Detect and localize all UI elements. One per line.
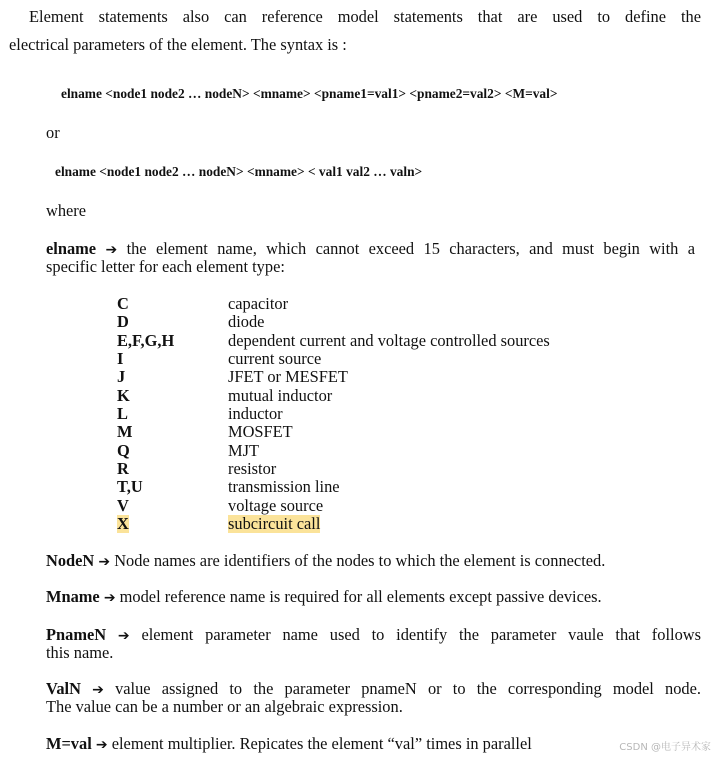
element-description: current source [228,349,322,368]
or-word: or [46,123,60,142]
watermark: CSDN @电子异术家 [619,742,711,753]
pnamen-definition-line-1 [46,626,701,645]
mval-text: element multiplier. Repicates the element “val” times in parallel [111,734,532,753]
mname-definition [46,588,602,607]
arrow-icon: ➔ [98,554,111,570]
element-code: K [117,386,130,405]
element-description: transmission line [228,477,340,496]
noden-text: Node names are identifiers of the nodes to which the element is connected. [114,551,606,570]
noden-definition [46,552,605,571]
pnamen-definition-line-2: this name. [46,643,114,662]
element-description: JFET or MESFET [228,367,348,386]
mval-term: M=val [46,734,92,753]
noden-term: NodeN [46,551,95,570]
mname-term: Mname [46,587,100,606]
element-code: X [117,514,129,533]
element-description: capacitor [228,294,289,313]
elname-term: elname [46,239,97,258]
valn-text: value assigned to the parameter pnameN or to the corresponding model node. [115,679,702,698]
element-code: D [117,312,129,331]
pnamen-term: PnameN [46,625,107,644]
element-code: Q [117,441,130,460]
element-description: MJT [228,441,259,460]
element-description: resistor [228,459,277,478]
element-code: L [117,404,128,423]
element-description: mutual inductor [228,386,333,405]
elname-definition-text: the element name, which cannot exceed 15 characters, and must begin with a [126,239,695,258]
valn-definition-line-2: The value can be a number or an algebraic expression. [46,697,403,716]
where-word: where [46,201,87,220]
element-code: E,F,G,H [117,331,175,350]
element-code: J [117,367,126,386]
intro-line-2: electrical parameters of the element. The syntax is : [9,35,347,54]
element-code: V [117,496,129,515]
element-description: dependent current and voltage controlled sources [228,331,550,350]
intro-line-1: Element statements also can reference model statements that are used to define the [29,7,701,26]
mname-text: model reference name is required for all elements except passive devices. [119,587,602,606]
element-code: I [117,349,124,368]
valn-term: ValN [46,679,81,698]
arrow-icon: ➔ [105,242,118,258]
element-code: T,U [117,477,143,496]
arrow-icon: ➔ [95,737,108,753]
element-description: subcircuit call [228,514,321,533]
element-description: voltage source [228,496,324,515]
element-code: M [117,422,133,441]
arrow-icon: ➔ [117,628,130,644]
element-code: R [117,459,129,478]
syntax-form-1: elname <node1 node2 … nodeN> <mname> <pname1=val1> <pname2=val2> <M=val> [61,86,558,101]
arrow-icon: ➔ [103,590,116,606]
element-description: diode [228,312,265,331]
element-description: MOSFET [228,422,293,441]
pnamen-text: element parameter name used to identify the parameter vaule that follows [141,625,701,644]
mval-definition [46,735,532,754]
element-description: inductor [228,404,283,423]
arrow-icon: ➔ [92,682,104,698]
elname-definition-line-2: specific letter for each element type: [46,257,285,276]
syntax-form-2: elname <node1 node2 … nodeN> <mname> < val1 val2 … valn> [55,164,423,179]
element-code: C [117,294,129,313]
